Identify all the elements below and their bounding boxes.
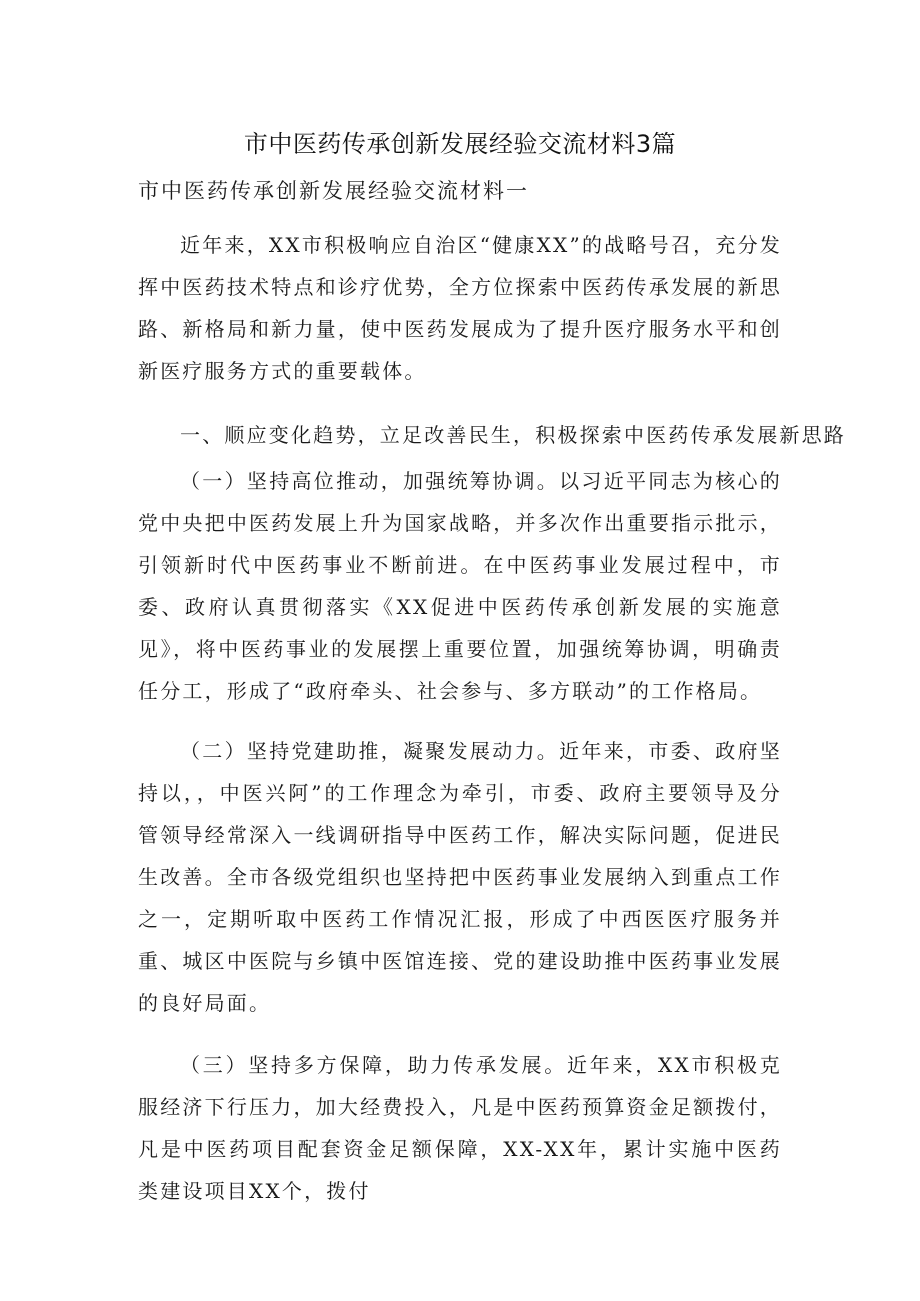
paragraph-item-2: （二）坚持党建助推，凝聚发展动力。近年来，市委、政府坚持以，，中医兴阿”的工作理念为牵引，市委、政府主要领导及分管领导经常深入一线调研指导中医药工作，解决实际问题，促进民生改善。全市各级党组织也坚持把中医药事业发展纳入到重点工作之一，定期听取中医药工作情况汇报，形成了中西医医疗服务并重、城区中医院与乡镇中医馆连接、党的建设助推中医药事业发展的良好局面。 (138, 739, 782, 1015)
paragraph-intro: 近年来，XX市积极响应自治区“健康XX”的战略号召，充分发挥中医药技术特点和诊疗优势，全方位探索中医药传承发展的新思路、新格局和新力量，使中医药发展成为了提升医疗服务水平和创新医疗服务方式的重要载体。 (138, 233, 782, 383)
section-heading-1: 一、顺应变化趋势，立足改善民生，积极探索中医药传承发展新思路 (180, 423, 846, 447)
paragraph-item-1: （一）坚持高位推动，加强统筹协调。以习近平同志为核心的党中央把中医药发展上升为国家战略，并多次作出重要指示批示，引领新时代中医药事业不断前进。在中医药事业发展过程中，市委、政府认真贯彻落实《XX促进中医药传承创新发展的实施意见》，将中医药事业的发展摆上重要位置，加强统筹协调，明确责任分工，形成了“政府牵头、社会参与、多方联动”的工作格局。 (138, 469, 782, 703)
document-title: 市中医药传承创新发展经验交流材料3篇 (243, 130, 677, 158)
document-subtitle: 市中医药传承创新发展经验交流材料一 (138, 179, 529, 203)
paragraph-item-3: （三）坚持多方保障，助力传承发展。近年来，XX市积极克服经济下行压力，加大经费投入，凡是中医药预算资金足额拨付，凡是中医药项目配套资金足额保障，XX-XX年，累计实施中医药类建设项目XX个，拨付 (138, 1053, 782, 1203)
